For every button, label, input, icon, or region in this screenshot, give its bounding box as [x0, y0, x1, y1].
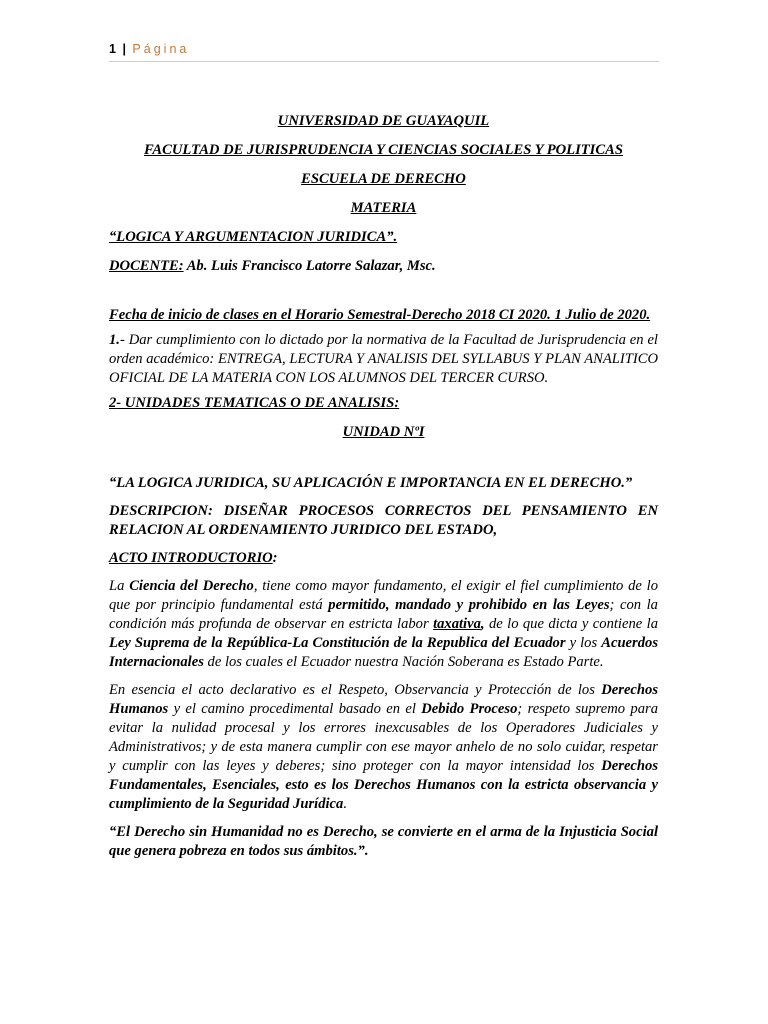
item-2: [109, 394, 658, 413]
para2-text: En esencia el acto declarativo es el Respeto, Observancia y Protección de los: [109, 682, 602, 698]
para1-emphasis: Ciencia del Derecho: [129, 578, 254, 594]
subject-title: [109, 228, 658, 247]
para2-emphasis: Derechos Humanos: [109, 682, 658, 717]
page-header: [109, 42, 659, 62]
item-2-text: - UNIDADES TEMATICAS O DE ANALISIS:: [116, 395, 400, 411]
item-1: [109, 331, 658, 388]
paragraph-2: [109, 681, 658, 814]
university-title: UNIVERSIDAD DE GUAYAQUIL: [277, 113, 490, 129]
page-number: 1: [109, 42, 116, 56]
docente-line: [109, 257, 658, 276]
docente-name: Ab. Luis Francisco Latorre Salazar, Msc.: [183, 258, 436, 274]
para2-text: y el camino procedimental basado en el: [168, 701, 422, 717]
item-2-number: 2: [109, 395, 117, 411]
para1-emphasis: Ley Suprema de la República-La Constitución de la Republica del Ecuador: [109, 635, 566, 651]
para2-text: .: [343, 796, 347, 812]
intro-label: ACTO INTRODUCTORIO: [109, 550, 273, 566]
para1-emphasis: permitido, mandado y prohibido en las Leyes: [328, 597, 610, 613]
subject-text: “LOGICA Y ARGUMENTACION JURIDICA”.: [109, 229, 398, 245]
para2-text: ; respeto supremo para evitar la nulidad procesal y los errores inexcusables de los Operadores Judiciales y Administrativos; y de esta manera cumplir con ese mayor anhelo de no solo cuidar, respetar y cumplir con las leyes y deberes; sino proteger con la mayor intensidad los: [109, 701, 658, 774]
intro-colon: :: [272, 550, 278, 566]
para1-emphasis: Acuerdos Internacionales: [109, 635, 658, 670]
header-separator: |: [122, 42, 126, 56]
document-body: [109, 112, 658, 861]
intro-heading: [109, 549, 658, 568]
paragraph-1: [109, 577, 658, 672]
docente-label: DOCENTE:: [109, 258, 184, 274]
start-date: Fecha de inicio de clases en el Horario Semestral-Derecho 2018 CI 2020. 1 Julio de 2020.: [109, 307, 651, 323]
para1-text: ; con la condición más profunda de observar en estricta labor: [109, 597, 658, 632]
page-word: Página: [132, 42, 190, 56]
faculty-title: FACULTAD DE JURISPRUDENCIA Y CIENCIAS SOCIALES Y POLITICAS: [144, 142, 623, 158]
para1-text: de los cuales el Ecuador nuestra Nación Soberana es Estado Parte.: [203, 654, 604, 670]
para1-emphasis: taxativa: [433, 616, 481, 632]
para2-emphasis: Debido Proceso: [421, 701, 518, 717]
para1-text: , tiene como mayor fundamento, el exigir el fiel cumplimiento de lo que por principio fundamental está: [109, 578, 659, 613]
description: DESCRIPCION: DISEÑAR PROCESOS CORRECTOS DEL PENSAMIENTO EN RELACION AL ORDENAMIENTO JURIDICO DEL ESTADO,: [109, 503, 658, 538]
item-1-text: - Dar cumplimiento con lo dictado por la normativa de la Facultad de Jurisprudencia en el orden académico: ENTREGA, LECTURA Y ANALISIS DEL SYLLABUS Y PLAN ANALITICO OFICIAL DE LA MATERIA CON LOS ALUMNOS DEL TERCER CURSO.: [109, 332, 658, 386]
closing-quote: “El Derecho sin Humanidad no es Derecho, se convierte en el arma de la Injusticia Social que genera pobreza en todos sus ámbitos.”.: [109, 824, 658, 859]
item-1-number: 1.: [109, 332, 120, 348]
header-rule: [109, 61, 659, 62]
para2-emphasis: Derechos Fundamentales, Esenciales, esto es los Derechos Humanos con la estricta observancia y cumplimiento de la Seguridad Jurídica: [109, 758, 658, 812]
para1-comma: ,: [480, 616, 485, 632]
para1-text: de lo que dicta y contiene la: [484, 616, 658, 632]
unit-quote: “LA LOGICA JURIDICA, SU APLICACIÓN E IMPORTANCIA EN EL DERECHO.”: [109, 475, 633, 491]
unit-title: UNIDAD NºI: [342, 424, 425, 440]
materia-label: MATERIA: [350, 200, 417, 216]
school-title: ESCUELA DE DERECHO: [301, 171, 466, 187]
para1-text: y los: [565, 635, 602, 651]
para1-text: La: [109, 578, 130, 594]
